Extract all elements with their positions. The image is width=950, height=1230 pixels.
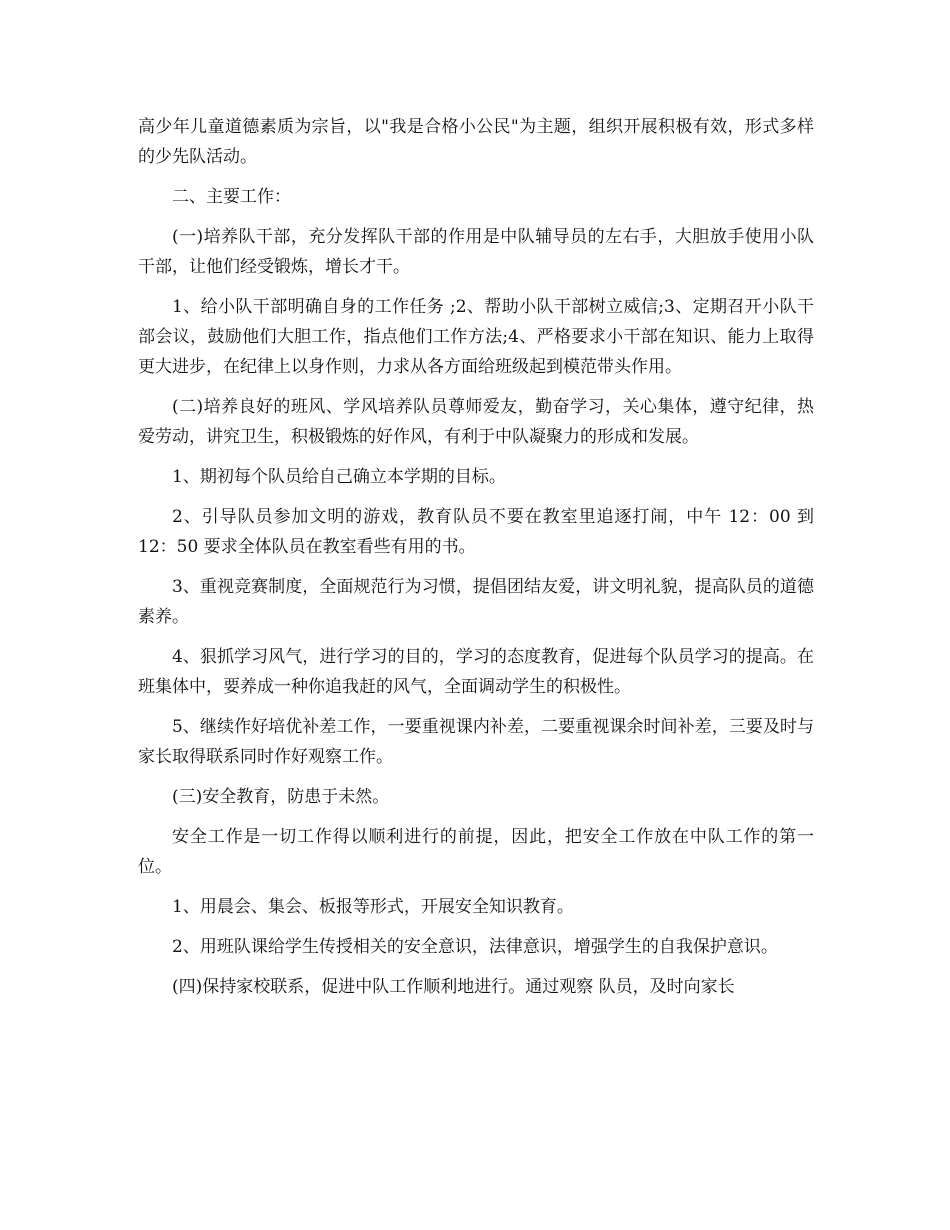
- paragraph-4: 1、给小队干部明确自身的工作任务 ;2、帮助小队干部树立威信;3、定期召开小队干部会议，鼓励他们大胆工作，指点他们工作方法;4、严格要求小干部在知识、能力上取得更大进步，在纪律上以身作则，力求从各方面给班级起到模范带头作用。: [138, 297, 814, 377]
- paragraph-12: 安全工作是一切工作得以顺利进行的前提，因此，把安全工作放在中队工作的第一位。: [138, 827, 814, 877]
- paragraph-11: (三)安全教育，防患于未然。: [172, 787, 390, 807]
- paragraph-13: 1、用晨会、集会、板报等形式，开展安全知识教育。: [172, 897, 574, 917]
- paragraph-9: 4、狠抓学习风气，进行学习的目的，学习的态度教育，促进每个队员学习的提高。在班集体中，要养成一种你追我赶的风气，全面调动学生的积极性。: [138, 647, 814, 697]
- paragraph-6: 1、期初每个队员给自己确立本学期的目标。: [172, 467, 506, 487]
- paragraph-14: 2、用班队课给学生传授相关的安全意识，法律意识，增强学生的自我保护意识。: [172, 937, 778, 957]
- paragraph-8: 3、重视竞赛制度，全面规范行为习惯，提倡团结友爱，讲文明礼貌，提高队员的道德素养。: [138, 577, 814, 627]
- paragraph-15: (四)保持家校联系，促进中队工作顺利地进行。通过观察 队员，及时向家长: [172, 977, 735, 997]
- paragraph-3: (一)培养队干部，充分发挥队干部的作用是中队辅导员的左右手，大胆放手使用小队干部，让他们经受锻炼，增长才干。: [138, 227, 814, 277]
- paragraph-1: 高少年儿童道德素质为宗旨，以"我是合格小公民"为主题，组织开展积极有效，形式多样的少先队活动。: [138, 117, 814, 167]
- document-page: [138, 112, 814, 1012]
- paragraph-10: 5、继续作好培优补差工作，一要重视课内补差，二要重视课余时间补差，三要及时与家长取得联系同时作好观察工作。: [138, 717, 814, 767]
- paragraph-5: (二)培养良好的班风、学风培养队员尊师爱友，勤奋学习，关心集体，遵守纪律，热爱劳动，讲究卫生，积极锻炼的好作风，有利于中队凝聚力的形成和发展。: [138, 397, 814, 447]
- paragraph-2: 二、主要工作：: [172, 187, 291, 207]
- paragraph-7: 2、引导队员参加文明的游戏，教育队员不要在教室里追逐打闹，中午 12：00 到 12：50 要求全体队员在教室看些有用的书。: [138, 507, 814, 557]
